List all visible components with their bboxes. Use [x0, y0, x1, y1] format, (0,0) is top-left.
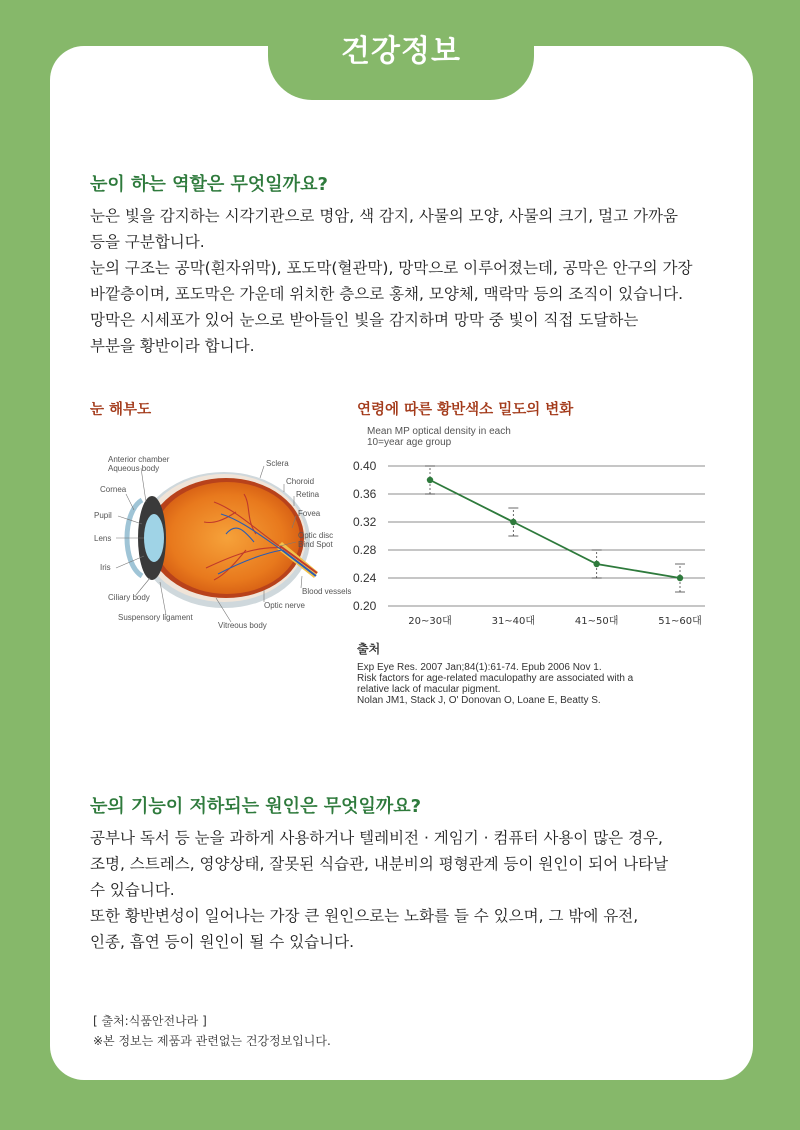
y-tick-label: 0.20 — [353, 599, 377, 613]
label-sclera: Sclera — [266, 459, 289, 468]
eye-anatomy-diagram — [86, 450, 356, 640]
chart-title: 연령에 따른 황반색소 밀도의 변화 — [357, 402, 574, 418]
label-retina: Retina — [296, 490, 320, 499]
vitreous-shape — [154, 482, 300, 594]
mp-density-chart — [350, 420, 720, 635]
chart-ylabel-line1: Mean MP optical density in each — [367, 426, 511, 437]
label-pupil: Pupil — [94, 511, 112, 520]
label-ciliary-body: Ciliary body — [108, 593, 150, 602]
data-point — [427, 477, 433, 483]
header-tab — [268, 20, 534, 100]
y-tick-label: 0.28 — [353, 543, 377, 557]
label-optic-nerve: Optic nerve — [264, 601, 305, 610]
label-fovea: Fovea — [298, 509, 321, 518]
source-title: 출처 — [357, 642, 381, 656]
label-vitreous-body: Vitreous body — [218, 621, 267, 630]
x-tick-label: 41~50대 — [574, 616, 619, 627]
source-citation: Exp Eye Res. 2007 Jan;84(1):61-74. Epub 2006 Nov 1. Risk factors for age-related maculopathy are associated with a relative lack of macular pigment. Nolan JM1, Stack J, O' Donovan O, Loane E, Beatty S. — [357, 662, 634, 706]
section2-heading: 눈의 기능이 저하되는 원인은 무엇일까요? — [90, 796, 422, 817]
y-tick-label: 0.32 — [353, 515, 377, 529]
lens-shape — [144, 514, 164, 562]
label-cornea: Cornea — [100, 485, 127, 494]
label-optic-disc: Optic disc — [298, 531, 334, 540]
y-tick-label: 0.40 — [353, 459, 377, 473]
label-choroid: Choroid — [286, 477, 315, 486]
label-suspensory-ligament: Suspensory ligament — [118, 613, 193, 622]
label-iris: Iris — [100, 563, 111, 572]
x-tick-label: 31~40대 — [491, 616, 536, 627]
label-bind-spot: Bind Spot — [298, 540, 333, 549]
y-tick-label: 0.36 — [353, 487, 377, 501]
anatomy-title: 눈 해부도 — [90, 402, 152, 418]
chart-ylabel-line2: 10=year age group — [367, 437, 452, 448]
data-point — [593, 561, 599, 567]
section1-heading: 눈이 하는 역할은 무엇일까요? — [90, 174, 328, 195]
data-point — [510, 519, 516, 525]
label-blood-vessels: Blood vessels — [302, 587, 352, 596]
y-tick-label: 0.24 — [353, 571, 377, 585]
label-anterior-chamber: Anterior chamber — [108, 455, 170, 464]
series-line — [430, 480, 680, 578]
page-title: 건강정보 — [341, 34, 461, 69]
x-tick-label: 51~60대 — [658, 616, 702, 627]
x-tick-label: 20~30대 — [408, 616, 452, 627]
label-aqueous-body: Aqueous body — [108, 464, 160, 473]
footer-disclaimer: ※본 정보는 제품과 관련없는 건강정보입니다. — [93, 1034, 331, 1048]
section2-body: 공부나 독서 등 눈을 과하게 사용하거나 텔레비전 · 게임기 · 컴퓨터 사용이 많은 경우, 조명, 스트레스, 영양상태, 잘못된 식습관, 내분비의 평형관계 등이 원인이 되어 나타날 수 있습니다. 또한 황반변성이 일어나는 가장 큰 원인으로는 노화를 들 수 있으며, 그 밖에 유전, 인종, 흡연 등이 원인이 될 수 있습니다. — [90, 829, 669, 951]
data-point — [677, 575, 683, 581]
label-lens: Lens — [94, 534, 112, 543]
section1-body: 눈은 빛을 감지하는 시각기관으로 명암, 색 감지, 사물의 모양, 사물의 크기, 멀고 가까움 등을 구분합니다. 눈의 구조는 공막(흰자위막), 포도막(혈관막), 망막으로 이루어졌는데, 공막은 안구의 가장 바깥층이며, 포도막은 가운데 위치한 층으로 홍채, 모양체, 맥락막 등의 조직이 있습니다. 망막은 시세포가 있어 눈으로 받아들인 빛을 감지하며 망막 중 빛이 직접 도달하는 부분을 황반이라 합니다. — [90, 207, 693, 355]
footer-source: [ 출처:식품안전나라 ] — [93, 1014, 207, 1028]
